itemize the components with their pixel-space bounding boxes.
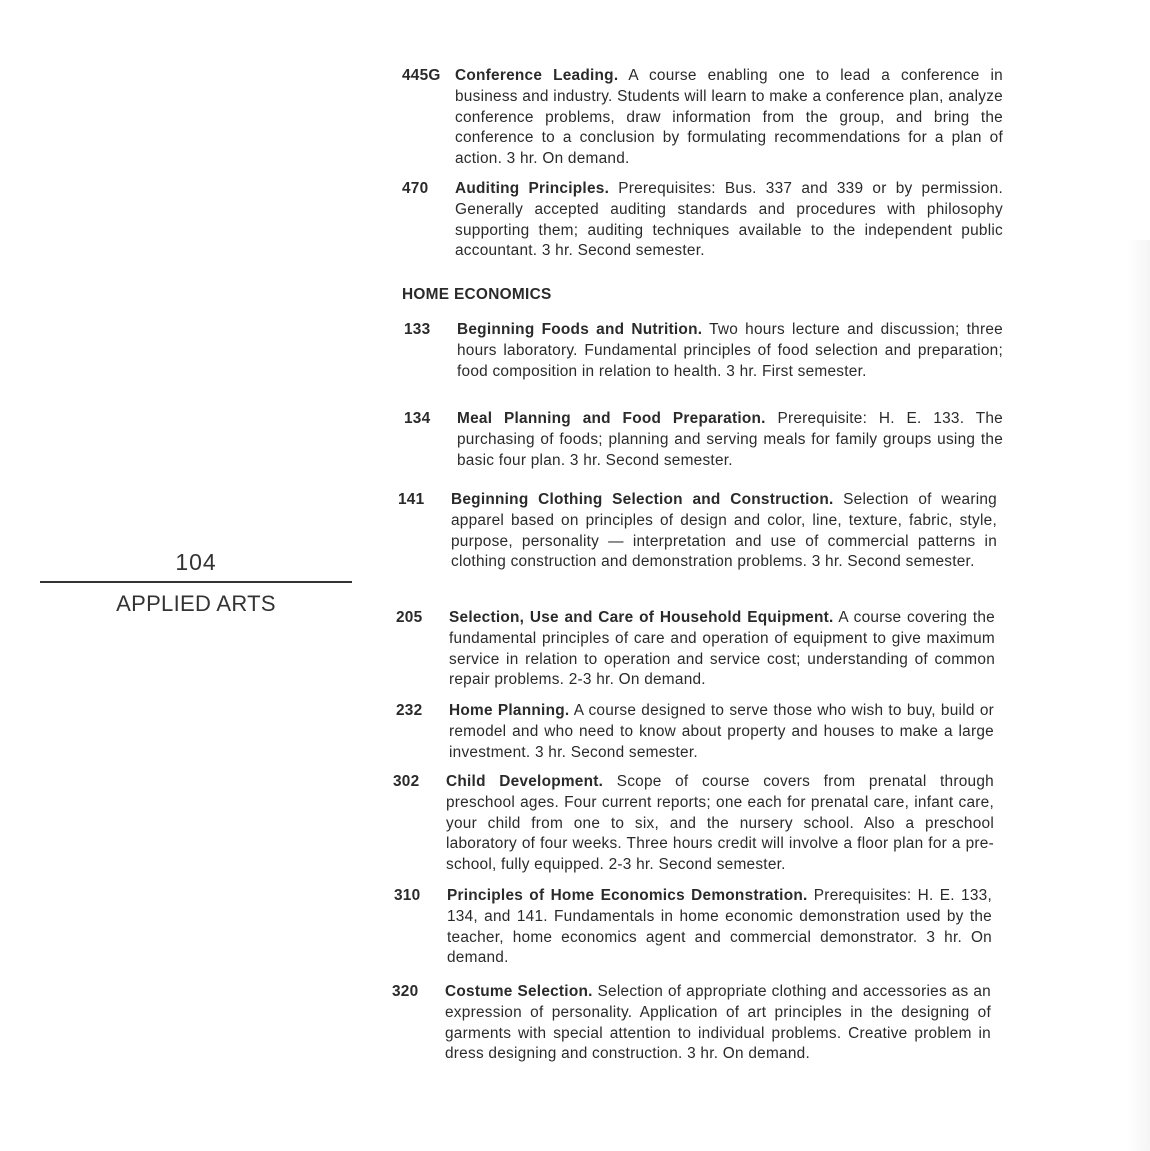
course-text: Selection of appropriate clothing and accessories as an expression of personality. Application of art principles in the designing of garments with special attention to individual problems. Creative problem in dress designing and construction. 3 hr. On demand.: [445, 983, 991, 1063]
course-description: [457, 409, 1003, 471]
course-description: [449, 608, 995, 691]
course-number: 232: [396, 702, 423, 719]
course-description: [451, 490, 997, 573]
course-text: Prerequisites: H. E. 133, 134, and 141. Fundamentals in home economic demonstration used by the teacher, home economics agent and commercial demonstrator. 3 hr. On demand.: [447, 887, 992, 967]
course-description: [446, 772, 994, 876]
side-rule: [40, 581, 352, 583]
course-text: A course designed to serve those who wish to buy, build or remodel and who need to know about property and houses to make a large investment. 3 hr. Second semester.: [449, 702, 995, 761]
course-number: 310: [394, 887, 421, 904]
course-description: [455, 179, 1003, 262]
course-number: 445G: [402, 67, 441, 84]
course-number: 320: [392, 983, 419, 1000]
course-title: Selection, Use and Care of Household Equipment.: [449, 609, 834, 626]
course-number: 302: [393, 773, 420, 790]
course-entry: [392, 982, 991, 1065]
course-text: Prerequisites: Bus. 337 and 339 or by permission. Generally accepted auditing standards and procedures with philosophy supporting them; auditing techniques available to the independent public accountant. 3 hr. Second semester.: [455, 180, 1003, 260]
course-entry: [396, 608, 995, 691]
course-number: 205: [396, 609, 423, 626]
course-text: A course covering the fundamental principles of care and operation of equipment to give maximum service in relation to operation and service cost; understanding of common repair problems. 2-3 hr. On demand.: [449, 609, 995, 689]
course-title: Costume Selection.: [445, 983, 593, 1000]
section-name: APPLIED ARTS: [116, 591, 276, 616]
course-title: Conference Leading.: [455, 67, 619, 84]
page-number: 104: [175, 549, 217, 575]
section-heading: HOME ECONOMICS: [402, 286, 552, 303]
course-number: 141: [398, 491, 425, 508]
course-entry: [398, 490, 997, 573]
course-entry: [396, 701, 994, 763]
course-number: 134: [404, 410, 431, 427]
course-text: A course enabling one to lead a conference in business and industry. Students will learn to make a conference plan, analyze conference problems, draw information from the group, and bring the conference to a conclusion by formulating recommendations for a plan of action. 3 hr. On demand.: [455, 67, 1003, 168]
course-number: 470: [402, 180, 429, 197]
page-edge-shadow: [1128, 240, 1150, 1151]
course-title: Beginning Foods and Nutrition.: [457, 321, 703, 338]
course-title: Meal Planning and Food Preparation.: [457, 410, 766, 427]
course-entry: [393, 772, 994, 876]
course-text: Prerequisite: H. E. 133. The purchasing of foods; planning and serving meals for family groups using the basic four plan. 3 hr. Second semester.: [457, 410, 1003, 469]
course-entry: [402, 179, 1003, 262]
course-description: [449, 701, 994, 763]
course-text: Scope of course covers from prenatal through preschool ages. Four current reports; one each for prenatal care, infant care, your child from one to six, and the nursery school. Also a preschool laboratory of four weeks. Three hours credit will involve a floor plan for a pre-school, fully equipped. 2-3 hr. Second semester.: [446, 773, 994, 874]
course-entry: [404, 320, 1003, 382]
course-entry: [402, 66, 1003, 170]
course-title: Home Planning.: [449, 702, 570, 719]
course-description: [445, 982, 991, 1065]
course-entry: [404, 409, 1003, 471]
course-title: Beginning Clothing Selection and Construction.: [451, 491, 834, 508]
course-text: Selection of wearing apparel based on principles of design and color, line, texture, fabric, style, purpose, personality — interpretation and use of commercial patterns in clothing construction and demonstration problems. 3 hr. Second semester.: [451, 491, 997, 571]
course-number: 133: [404, 321, 431, 338]
course-text: Two hours lecture and discussion; three hours laboratory. Fundamental principles of food selection and preparation; food composition in relation to health. 3 hr. First semester.: [457, 321, 1003, 380]
course-title: Auditing Principles.: [455, 180, 610, 197]
course-description: [455, 66, 1003, 170]
course-entry: [394, 886, 992, 969]
course-title: Child Development.: [446, 773, 604, 790]
course-description: [447, 886, 992, 969]
course-title: Principles of Home Economics Demonstration.: [447, 887, 808, 904]
course-description: [457, 320, 1003, 382]
side-tag: [40, 548, 352, 619]
